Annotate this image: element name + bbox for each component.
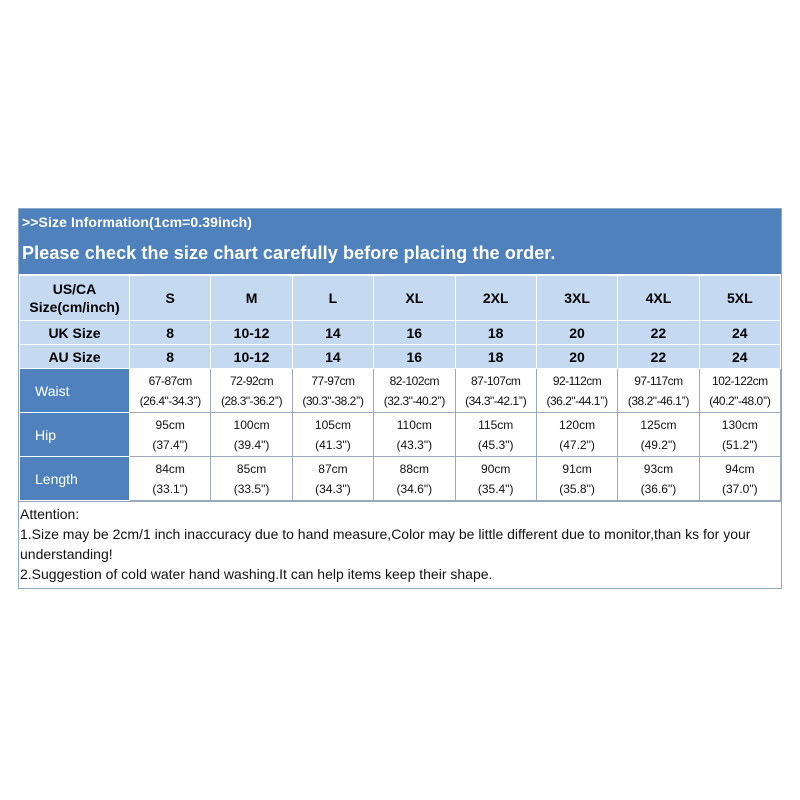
measurement-label: Hip (20, 413, 130, 457)
au-size-cell: 18 (455, 345, 536, 369)
size-info-banner (19, 209, 781, 275)
measurement-cm: 88cm (399, 461, 429, 476)
au-size-label: AU Size (20, 345, 130, 369)
measurement-cm: 67-87cm (148, 373, 192, 388)
attention-note-1: 1.Size may be 2cm/1 inch inaccuracy due to hand measure,Color may be little different due to monitor,than ks for your understanding! (20, 526, 751, 562)
measurement-inch: (34.3"-42.1’’) (465, 393, 527, 408)
measurement-cell (374, 369, 455, 413)
measurement-cell (699, 369, 780, 413)
measurement-inch: (43.3") (396, 437, 433, 452)
measurement-cell (130, 413, 211, 457)
measurement-cell (211, 369, 292, 413)
measurement-cell (618, 457, 699, 501)
uk-size-cell: 14 (292, 321, 373, 345)
uk-size-cell: 18 (455, 321, 536, 345)
measurement-cell (211, 413, 292, 457)
measurement-inch: (41.3") (315, 437, 351, 452)
measurement-inch: (33.5") (233, 481, 270, 496)
measurement-inch: (49.2") (640, 437, 677, 452)
measurement-cm: 105cm (314, 417, 351, 432)
measurement-cm: 82-102cm (389, 373, 439, 388)
measurement-cell (455, 413, 536, 457)
measurement-inch: (47.2") (559, 437, 595, 452)
measurement-cell (455, 457, 536, 501)
measurement-cm: 100cm (233, 417, 270, 432)
measurement-cm: 77-97cm (311, 373, 355, 388)
measurement-row-hip (20, 413, 781, 457)
measurement-inch: (30.3"-38.2’’) (302, 393, 364, 408)
attention-title: Attention: (20, 506, 80, 522)
us-size-cell: L (292, 276, 373, 321)
measurement-cm: 130cm (721, 417, 758, 432)
measurement-inch: (32.3"-40.2’’) (383, 393, 445, 408)
measurement-inch: (37.4") (152, 437, 188, 452)
measurement-cell (536, 413, 617, 457)
measurement-cm: 94cm (725, 461, 755, 476)
size-table (19, 275, 781, 501)
measurement-label: Length (20, 457, 130, 501)
measurement-row-length (20, 457, 781, 501)
size-info-title: >>Size Information(1cm=0.39inch) (22, 214, 252, 230)
au-size-row (20, 345, 781, 369)
size-check-notice: Please check the size chart carefully before placing the order. (22, 243, 556, 263)
uk-size-row (20, 321, 781, 345)
measurement-inch: (34.3") (315, 481, 351, 496)
au-size-cell: 8 (130, 345, 211, 369)
measurement-inch: (51.2") (722, 437, 758, 452)
measurement-cell (618, 413, 699, 457)
measurement-cm: 84cm (155, 461, 185, 476)
uk-size-cell: 16 (374, 321, 455, 345)
measurement-inch: (36.6") (640, 481, 677, 496)
measurement-cell (536, 369, 617, 413)
measurement-inch: (28.3"-36.2’’) (221, 393, 283, 408)
au-size-cell: 20 (536, 345, 617, 369)
measurement-inch: (45.3") (477, 437, 514, 452)
measurement-cell (130, 369, 211, 413)
measurement-inch: (37.0") (722, 481, 758, 496)
measurement-cm: 120cm (559, 417, 596, 432)
measurement-cm: 102-122cm (712, 373, 768, 388)
uk-size-cell: 8 (130, 321, 211, 345)
au-size-cell: 10-12 (211, 345, 292, 369)
uk-size-label: UK Size (20, 321, 130, 345)
uk-size-cell: 22 (618, 321, 699, 345)
measurement-cell (536, 457, 617, 501)
measurement-cm: 87-107cm (471, 373, 521, 388)
uk-size-cell: 20 (536, 321, 617, 345)
measurement-cell (455, 369, 536, 413)
us-size-cell: XL (374, 276, 455, 321)
measurement-inch: (34.6") (396, 481, 433, 496)
measurement-inch: (26.4"-34.3’’) (139, 393, 201, 408)
size-chart (18, 208, 782, 589)
measurement-cm: 90cm (481, 461, 511, 476)
measurement-cell (699, 413, 780, 457)
measurement-cm: 97-117cm (634, 373, 683, 388)
measurement-cell (699, 457, 780, 501)
measurement-inch: (36.2"-44.1’’) (546, 393, 608, 408)
au-size-cell: 22 (618, 345, 699, 369)
measurement-cell (292, 457, 373, 501)
measurement-cell (618, 369, 699, 413)
measurement-cm: 87cm (318, 461, 348, 476)
us-size-cell: 2XL (455, 276, 536, 321)
us-size-label-line1: US/CA (52, 281, 97, 297)
uk-size-cell: 24 (699, 321, 780, 345)
measurement-inch: (35.4") (477, 481, 514, 496)
us-size-cell: 4XL (618, 276, 699, 321)
measurement-cm: 85cm (236, 461, 267, 476)
au-size-cell: 16 (374, 345, 455, 369)
measurement-cell (292, 369, 373, 413)
measurement-cm: 110cm (396, 417, 432, 432)
measurement-row-waist (20, 369, 781, 413)
measurement-inch: (38.2"-46.1’’) (627, 393, 689, 408)
uk-size-cell: 10-12 (211, 321, 292, 345)
measurement-cm: 125cm (640, 417, 677, 432)
us-size-label-line2: Size(cm/inch) (29, 299, 120, 315)
measurement-label: Waist (20, 369, 130, 413)
measurement-inch: (35.8") (559, 481, 595, 496)
us-size-row (20, 276, 781, 321)
measurement-inch: (33.1") (152, 481, 188, 496)
us-size-cell: S (130, 276, 211, 321)
attention-note-2: 2.Suggestion of cold water hand washing.It can help items keep their shape. (20, 566, 493, 582)
us-size-cell: 3XL (536, 276, 617, 321)
measurement-cell (130, 457, 211, 501)
au-size-cell: 14 (292, 345, 373, 369)
measurement-inch: (39.4") (233, 437, 270, 452)
measurement-cm: 92-112cm (552, 373, 602, 388)
measurement-inch: (40.2"-48.0’’) (709, 393, 771, 408)
measurement-cm: 115cm (478, 417, 514, 432)
measurement-cm: 93cm (643, 461, 674, 476)
au-size-cell: 24 (699, 345, 780, 369)
measurement-cm: 95cm (155, 417, 185, 432)
measurement-cell (374, 413, 455, 457)
us-size-cell: M (211, 276, 292, 321)
us-size-cell: 5XL (699, 276, 780, 321)
measurement-cell (292, 413, 373, 457)
us-size-label (20, 276, 130, 321)
attention-notes (19, 501, 781, 588)
measurement-cm: 72-92cm (229, 373, 274, 388)
measurement-cell (211, 457, 292, 501)
measurement-cell (374, 457, 455, 501)
measurement-cm: 91cm (562, 461, 592, 476)
